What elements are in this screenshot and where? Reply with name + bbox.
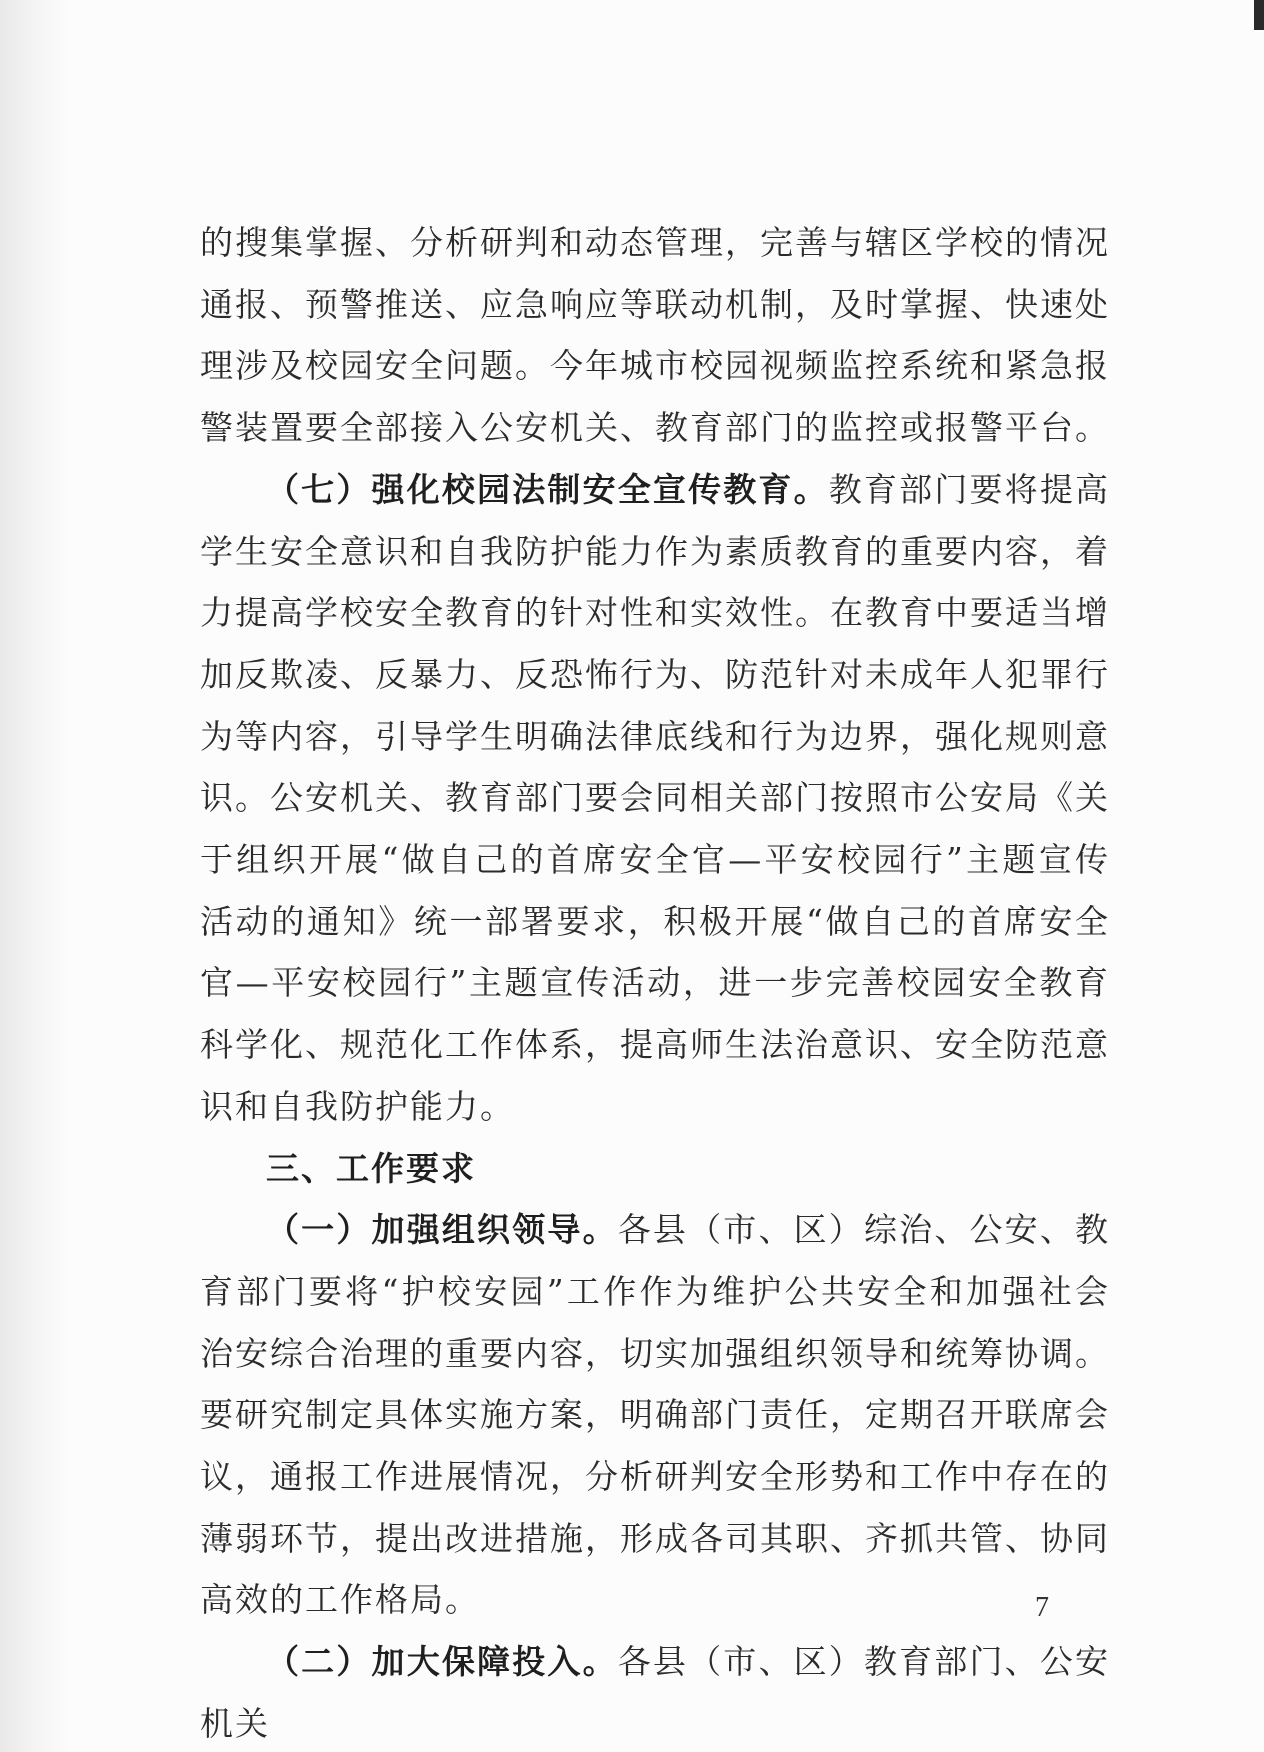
paragraph-text: 教育部门要将提高学生安全意识和自我防护能力作为素质教育的重要内容，着力提高学校安全教育的针对性和实效性。在教育中要适当增加反欺凌、反暴力、反恐怖行为、防范针对未成年人犯罪行为等内容，引导学生明确法律底线和行为边界，强化规则意识。公安机关、教育部门要会同相关部门按照市公安局《关于组织开展“做自己的首席安全官—平安校园行”主题宣传活动的通知》统一部署要求，积极开展“做自己的首席安全官—平安校园行”主题宣传活动，进一步完善校园安全教育科学化、规范化工作体系，提高师生法治意识、安全防范意识和自我防护能力。 <box>200 469 1111 1126</box>
paragraph-lead: （一）加强组织领导。 <box>266 1210 618 1250</box>
paragraph-section-7 <box>200 459 1110 1138</box>
paragraph-requirement-2 <box>200 1631 1110 1752</box>
paragraph-lead: （二）加大保障投入。 <box>266 1642 618 1682</box>
page-number: 7 <box>1035 1592 1049 1623</box>
paragraph-lead: （七）强化校园法制安全宣传教育。 <box>266 469 829 509</box>
paragraph-continued <box>200 212 1110 459</box>
paragraph-text: 各县（市、区）教育部门、公安机关 <box>200 1642 1111 1743</box>
body-text <box>200 212 1110 1752</box>
section-heading: 三、工作要求 <box>266 1148 476 1188</box>
paragraph-text: 各县（市、区）综治、公安、教育部门要将“护校安园”工作作为维护公共安全和加强社会治安综合治理的重要内容，切实加强组织领导和统筹协调。要研究制定具体实施方案，明确部门责任，定期召开联席会议，通报工作进展情况，分析研判安全形势和工作中存在的薄弱环节，提出改进措施，形成各司其职、齐抓共管、协同高效的工作格局。 <box>200 1210 1111 1620</box>
paragraph-text: 的搜集掌握、分析研判和动态管理，完善与辖区学校的情况通报、预警推送、应急响应等联动机制，及时掌握、快速处理涉及校园安全问题。今年城市校园视频监控系统和紧急报警装置要全部接入公安机关、教育部门的监控或报警平台。 <box>200 223 1110 448</box>
scan-corner-mark <box>1254 0 1264 30</box>
binding-shadow <box>0 0 70 1752</box>
paragraph-requirement-1 <box>200 1199 1110 1631</box>
